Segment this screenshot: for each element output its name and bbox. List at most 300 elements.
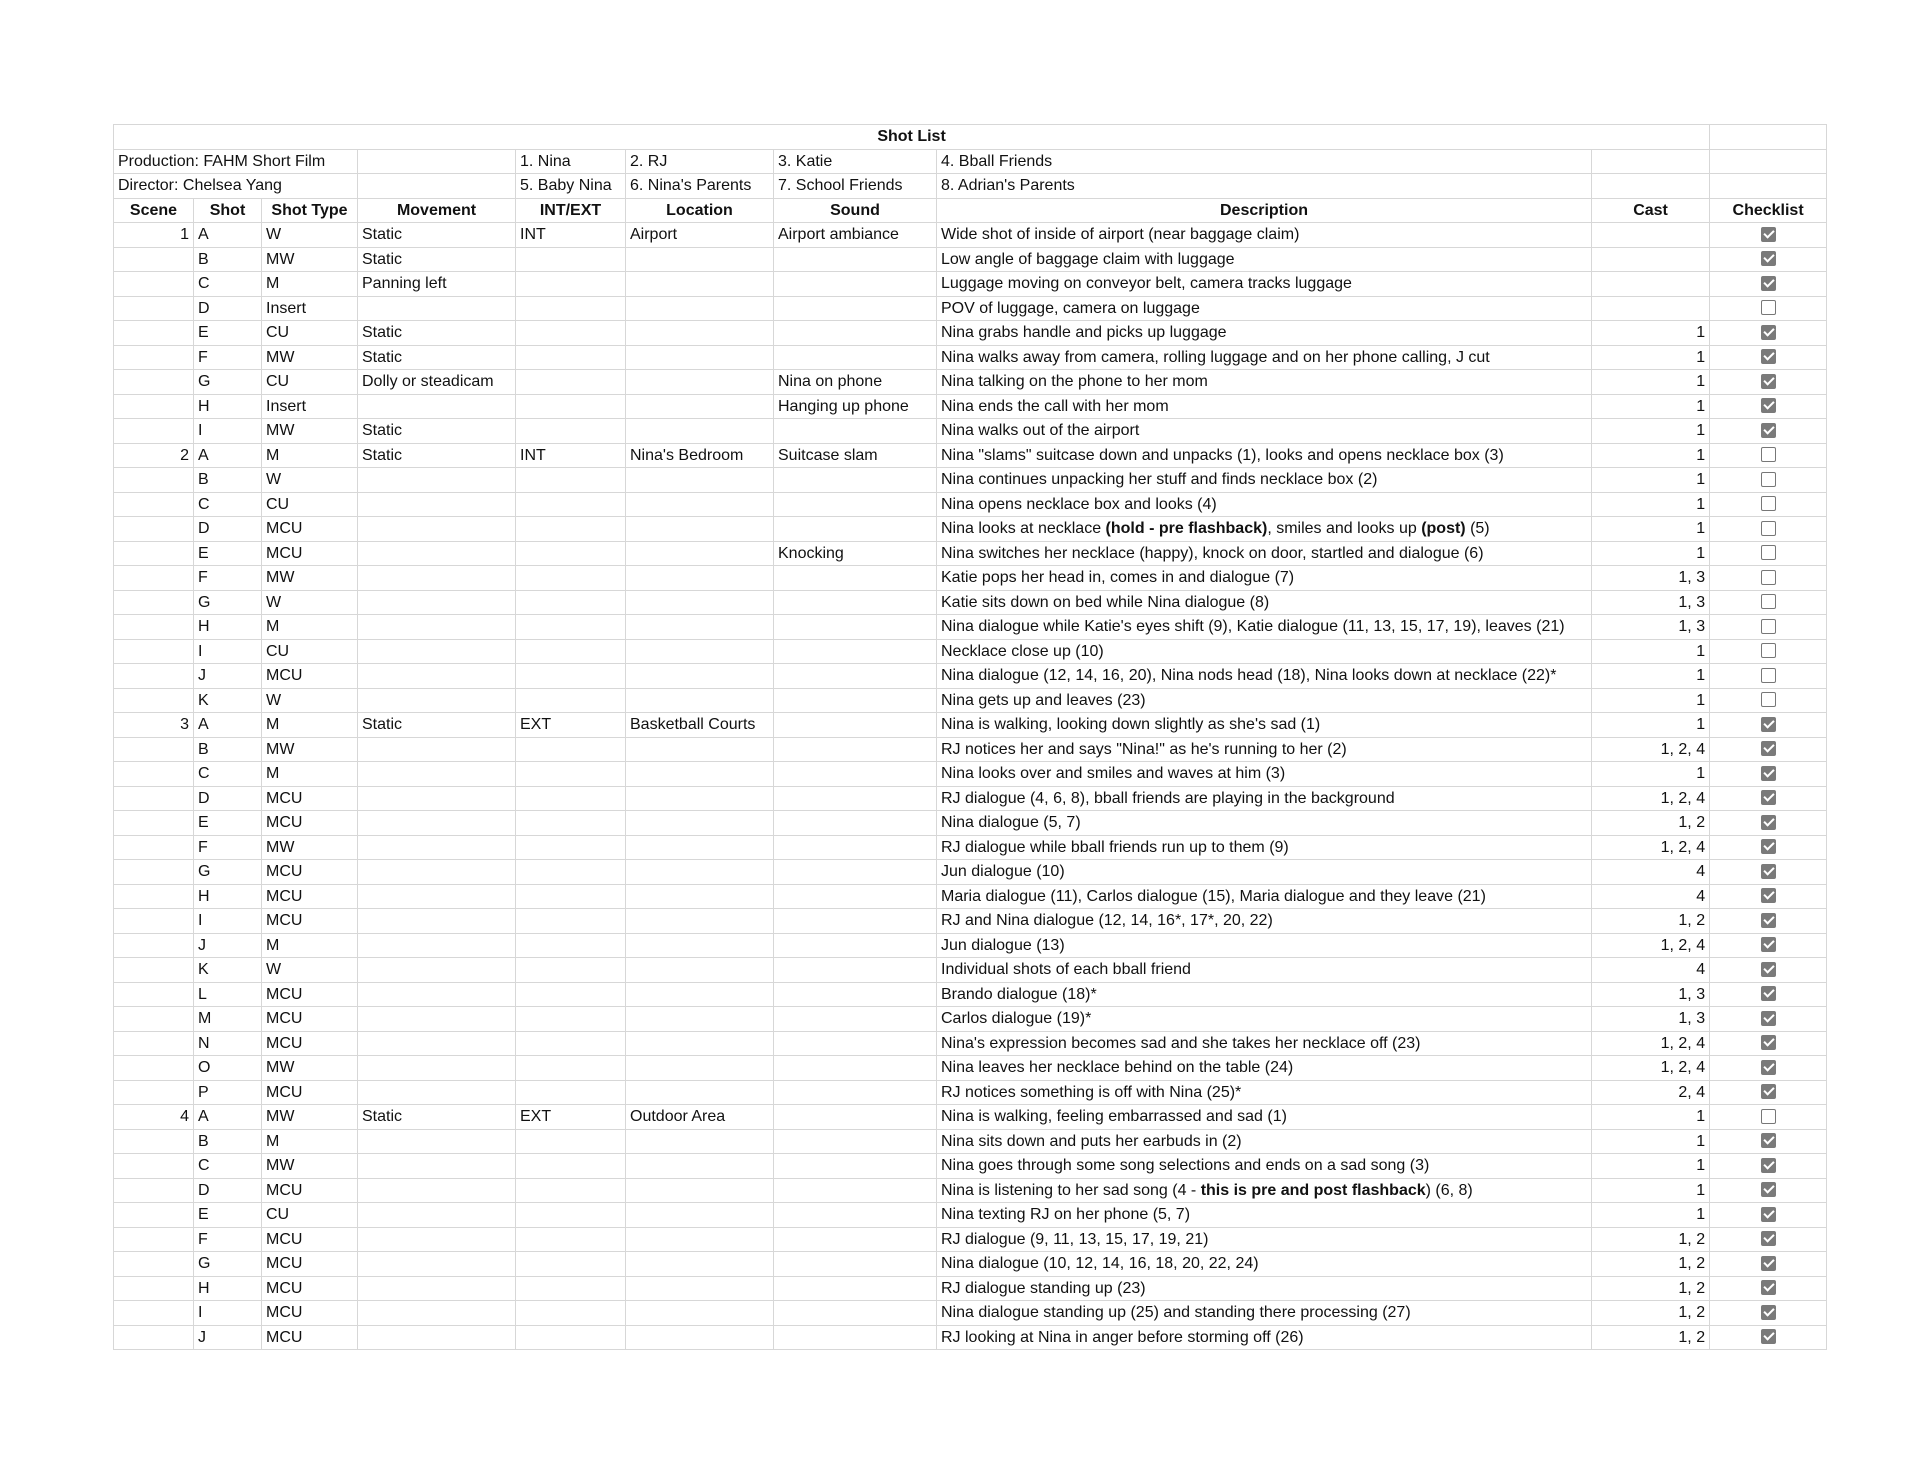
movement-cell: Static: [358, 223, 516, 248]
movement-cell: [358, 860, 516, 885]
cast-cell: 1: [1592, 468, 1710, 493]
checkbox-checked[interactable]: [1761, 937, 1776, 952]
shot-type-cell: M: [262, 762, 358, 787]
shot-row: [114, 1154, 1827, 1179]
checklist-cell: [1710, 1178, 1827, 1203]
shot-cell: K: [194, 958, 262, 983]
sound-cell: [774, 321, 937, 346]
sound-cell: [774, 1129, 937, 1154]
checklist-cell: [1710, 1154, 1827, 1179]
checkbox-unchecked[interactable]: [1761, 594, 1776, 609]
shot-cell: F: [194, 345, 262, 370]
checkbox-checked[interactable]: [1761, 1182, 1776, 1197]
checkbox-checked[interactable]: [1761, 741, 1776, 756]
description-text: Nina gets up and leaves (23): [941, 691, 1146, 709]
shot-row: [114, 786, 1827, 811]
int-ext-cell: [516, 958, 626, 983]
checkbox-checked[interactable]: [1761, 1011, 1776, 1026]
int-ext-cell: [516, 394, 626, 419]
checklist-cell: [1710, 247, 1827, 272]
description-text: RJ dialogue standing up (23): [941, 1279, 1146, 1297]
description-cell: [937, 811, 1592, 836]
cast-key-1: 1. Nina: [516, 149, 626, 174]
description-cell: [937, 468, 1592, 493]
location-cell: [626, 468, 774, 493]
shot-row: [114, 443, 1827, 468]
location-cell: [626, 1178, 774, 1203]
shot-row: [114, 1031, 1827, 1056]
int-ext-cell: [516, 909, 626, 934]
movement-cell: [358, 762, 516, 787]
shot-cell: C: [194, 762, 262, 787]
checklist-cell: [1710, 811, 1827, 836]
checklist-cell: [1710, 982, 1827, 1007]
checkbox-checked[interactable]: [1761, 1305, 1776, 1320]
location-cell: [626, 1031, 774, 1056]
int-ext-cell: [516, 982, 626, 1007]
shot-type-cell: M: [262, 615, 358, 640]
int-ext-cell: [516, 1227, 626, 1252]
int-ext-cell: [516, 419, 626, 444]
shot-row: [114, 370, 1827, 395]
movement-cell: [358, 664, 516, 689]
location-cell: [626, 272, 774, 297]
shot-type-cell: M: [262, 933, 358, 958]
sound-cell: [774, 1276, 937, 1301]
checkbox-checked[interactable]: [1761, 717, 1776, 732]
movement-cell: [358, 296, 516, 321]
cast-cell: 1: [1592, 1203, 1710, 1228]
checklist-cell: [1710, 762, 1827, 787]
location-cell: [626, 247, 774, 272]
cast-cell: 1, 2, 4: [1592, 1031, 1710, 1056]
checkbox-checked[interactable]: [1761, 1060, 1776, 1075]
description-text: Wide shot of inside of airport (near baggage claim): [941, 226, 1300, 244]
location-cell: [626, 492, 774, 517]
checklist-cell: [1710, 933, 1827, 958]
description-text: Nina dialogue (10, 12, 14, 16, 18, 20, 22, 24): [941, 1255, 1259, 1273]
cast-cell: 1, 3: [1592, 615, 1710, 640]
checkbox-unchecked[interactable]: [1761, 300, 1776, 315]
checkbox-unchecked[interactable]: [1761, 570, 1776, 585]
checkbox-checked[interactable]: [1761, 349, 1776, 364]
shot-cell: D: [194, 786, 262, 811]
movement-cell: [358, 958, 516, 983]
movement-cell: [358, 1252, 516, 1277]
shot-row: [114, 247, 1827, 272]
description-text: Nina goes through some song selections and ends on a sad song (3): [941, 1157, 1430, 1175]
location-cell: [626, 1007, 774, 1032]
description-cell: [937, 1105, 1592, 1130]
int-ext-cell: [516, 688, 626, 713]
cast-cell: 4: [1592, 860, 1710, 885]
sound-cell: [774, 615, 937, 640]
checklist-cell: [1710, 443, 1827, 468]
shot-row: [114, 860, 1827, 885]
shot-cell: B: [194, 247, 262, 272]
checkbox-unchecked[interactable]: [1761, 692, 1776, 707]
shot-cell: B: [194, 1129, 262, 1154]
int-ext-cell: [516, 517, 626, 542]
checklist-cell: [1710, 272, 1827, 297]
movement-cell: [358, 1227, 516, 1252]
movement-cell: [358, 394, 516, 419]
scene-cell: 1: [114, 223, 194, 248]
checkbox-checked[interactable]: [1761, 888, 1776, 903]
location-cell: Outdoor Area: [626, 1105, 774, 1130]
int-ext-cell: [516, 492, 626, 517]
int-ext-cell: [516, 1080, 626, 1105]
header-movement: Movement: [358, 198, 516, 223]
shot-type-cell: MW: [262, 835, 358, 860]
cast-key-2: 2. RJ: [626, 149, 774, 174]
location-cell: [626, 909, 774, 934]
shot-row: [114, 762, 1827, 787]
sound-cell: [774, 688, 937, 713]
int-ext-cell: [516, 590, 626, 615]
movement-cell: [358, 1080, 516, 1105]
shot-row: [114, 615, 1827, 640]
checkbox-checked[interactable]: [1761, 913, 1776, 928]
shot-row: [114, 933, 1827, 958]
shot-cell: G: [194, 860, 262, 885]
movement-cell: [358, 811, 516, 836]
empty-cell: [1592, 149, 1710, 174]
location-cell: [626, 786, 774, 811]
sound-cell: [774, 345, 937, 370]
movement-cell: [358, 1301, 516, 1326]
sound-cell: Suitcase slam: [774, 443, 937, 468]
checklist-cell: [1710, 737, 1827, 762]
cast-cell: 1, 3: [1592, 982, 1710, 1007]
shot-type-cell: M: [262, 713, 358, 738]
description-text: Luggage moving on conveyor belt, camera tracks luggage: [941, 275, 1352, 293]
sound-cell: [774, 811, 937, 836]
checkbox-checked[interactable]: [1761, 790, 1776, 805]
shot-row: [114, 1301, 1827, 1326]
cast-cell: 1: [1592, 639, 1710, 664]
header-description: Description: [937, 198, 1592, 223]
scene-cell: [114, 1227, 194, 1252]
empty-cell: [358, 149, 516, 174]
description-text: Individual shots of each bball friend: [941, 961, 1191, 979]
int-ext-cell: [516, 884, 626, 909]
checkbox-checked[interactable]: [1761, 398, 1776, 413]
shot-cell: F: [194, 566, 262, 591]
movement-cell: [358, 909, 516, 934]
checkbox-unchecked[interactable]: [1761, 447, 1776, 462]
int-ext-cell: [516, 933, 626, 958]
scene-cell: [114, 860, 194, 885]
shot-cell: F: [194, 835, 262, 860]
description-cell: [937, 1276, 1592, 1301]
shot-type-cell: CU: [262, 492, 358, 517]
movement-cell: [358, 1178, 516, 1203]
description-text: RJ and Nina dialogue (12, 14, 16*, 17*, 20, 22): [941, 912, 1273, 930]
cast-cell: 1: [1592, 345, 1710, 370]
description-bold-text: this is pre and post flashback: [1200, 1181, 1426, 1199]
checkbox-checked[interactable]: [1761, 1207, 1776, 1222]
description-text: RJ dialogue (4, 6, 8), bball friends are playing in the background: [941, 789, 1395, 807]
production-label: Production: FAHM Short Film: [114, 149, 358, 174]
shot-cell: H: [194, 1276, 262, 1301]
shot-cell: A: [194, 443, 262, 468]
cast-cell: 1, 3: [1592, 1007, 1710, 1032]
header-shot-type: Shot Type: [262, 198, 358, 223]
scene-cell: [114, 639, 194, 664]
sound-cell: [774, 1031, 937, 1056]
cast-cell: 1: [1592, 370, 1710, 395]
description-text: Jun dialogue (13): [941, 936, 1065, 954]
shot-type-cell: W: [262, 688, 358, 713]
checkbox-checked[interactable]: [1761, 227, 1776, 242]
shot-type-cell: MW: [262, 247, 358, 272]
checklist-cell: [1710, 1301, 1827, 1326]
shot-type-cell: MW: [262, 345, 358, 370]
shot-row: [114, 1252, 1827, 1277]
sound-cell: [774, 786, 937, 811]
scene-cell: [114, 615, 194, 640]
checkbox-checked[interactable]: [1761, 766, 1776, 781]
scene-cell: [114, 394, 194, 419]
checkbox-checked[interactable]: [1761, 1280, 1776, 1295]
header-checklist: Checklist: [1710, 198, 1827, 223]
checkbox-checked[interactable]: [1761, 1084, 1776, 1099]
location-cell: [626, 1227, 774, 1252]
cast-cell: 1: [1592, 762, 1710, 787]
int-ext-cell: INT: [516, 443, 626, 468]
cast-cell: 1, 2: [1592, 811, 1710, 836]
cast-cell: 1, 2, 4: [1592, 835, 1710, 860]
location-cell: [626, 884, 774, 909]
checkbox-unchecked[interactable]: [1761, 545, 1776, 560]
checklist-cell: [1710, 517, 1827, 542]
checkbox-unchecked[interactable]: [1761, 619, 1776, 634]
location-cell: [626, 1154, 774, 1179]
sound-cell: [774, 1252, 937, 1277]
checkbox-checked[interactable]: [1761, 251, 1776, 266]
cast-cell: 1: [1592, 517, 1710, 542]
shot-type-cell: MCU: [262, 1276, 358, 1301]
checklist-cell: [1710, 860, 1827, 885]
checklist-cell: [1710, 541, 1827, 566]
movement-cell: [358, 1031, 516, 1056]
cast-cell: 1: [1592, 394, 1710, 419]
description-text: Nina walks away from camera, rolling luggage and on her phone calling, J cut: [941, 348, 1490, 366]
int-ext-cell: [516, 296, 626, 321]
checkbox-checked[interactable]: [1761, 1256, 1776, 1271]
shot-row: [114, 688, 1827, 713]
movement-cell: [358, 884, 516, 909]
checkbox-unchecked[interactable]: [1761, 1109, 1776, 1124]
checklist-cell: [1710, 713, 1827, 738]
cast-cell: 1: [1592, 688, 1710, 713]
shot-cell: P: [194, 1080, 262, 1105]
checkbox-unchecked[interactable]: [1761, 472, 1776, 487]
description-cell: [937, 688, 1592, 713]
checklist-cell: [1710, 615, 1827, 640]
movement-cell: [358, 492, 516, 517]
movement-cell: [358, 615, 516, 640]
shot-cell: A: [194, 223, 262, 248]
checkbox-unchecked[interactable]: [1761, 643, 1776, 658]
checkbox-checked[interactable]: [1761, 986, 1776, 1001]
description-text: Nina dialogue (12, 14, 16, 20), Nina nods head (18), Nina looks down at necklace (22)*: [941, 667, 1557, 685]
location-cell: Nina's Bedroom: [626, 443, 774, 468]
location-cell: [626, 958, 774, 983]
shot-cell: J: [194, 1325, 262, 1350]
checkbox-checked[interactable]: [1761, 839, 1776, 854]
scene-cell: 3: [114, 713, 194, 738]
checkbox-checked[interactable]: [1761, 325, 1776, 340]
int-ext-cell: [516, 860, 626, 885]
scene-cell: [114, 1301, 194, 1326]
int-ext-cell: [516, 615, 626, 640]
checklist-cell: [1710, 1325, 1827, 1350]
scene-cell: [114, 786, 194, 811]
location-cell: [626, 860, 774, 885]
cast-cell: 1, 2: [1592, 1252, 1710, 1277]
cast-cell: 1, 2, 4: [1592, 786, 1710, 811]
shot-row: [114, 345, 1827, 370]
description-cell: [937, 1129, 1592, 1154]
shot-type-cell: MCU: [262, 1325, 358, 1350]
description-bold-text: (post): [1421, 520, 1466, 538]
shot-row: [114, 321, 1827, 346]
movement-cell: [358, 1203, 516, 1228]
int-ext-cell: [516, 1276, 626, 1301]
shot-type-cell: W: [262, 223, 358, 248]
location-cell: [626, 1301, 774, 1326]
int-ext-cell: [516, 664, 626, 689]
checklist-cell: [1710, 1007, 1827, 1032]
checkbox-unchecked[interactable]: [1761, 496, 1776, 511]
shot-row: [114, 1276, 1827, 1301]
int-ext-cell: [516, 1301, 626, 1326]
checklist-cell: [1710, 786, 1827, 811]
int-ext-cell: [516, 345, 626, 370]
scene-cell: [114, 1056, 194, 1081]
checkbox-unchecked[interactable]: [1761, 521, 1776, 536]
cast-cell: 1: [1592, 1178, 1710, 1203]
checkbox-checked[interactable]: [1761, 815, 1776, 830]
shot-cell: E: [194, 321, 262, 346]
description-text: Nina looks over and smiles and waves at him (3): [941, 765, 1286, 783]
checklist-cell: [1710, 1080, 1827, 1105]
description-text: Nina looks at necklace: [941, 520, 1106, 538]
shot-row: [114, 394, 1827, 419]
cast-key-7: 7. School Friends: [774, 174, 937, 199]
scene-cell: [114, 321, 194, 346]
sound-cell: [774, 1325, 937, 1350]
checkbox-checked[interactable]: [1761, 1133, 1776, 1148]
shot-type-cell: MCU: [262, 1227, 358, 1252]
int-ext-cell: [516, 321, 626, 346]
description-cell: [937, 909, 1592, 934]
description-cell: [937, 517, 1592, 542]
shot-row: [114, 639, 1827, 664]
shot-cell: I: [194, 1301, 262, 1326]
shot-cell: I: [194, 909, 262, 934]
cast-cell: 1: [1592, 1154, 1710, 1179]
checkbox-checked[interactable]: [1761, 962, 1776, 977]
description-cell: [937, 1080, 1592, 1105]
location-cell: [626, 345, 774, 370]
location-cell: [626, 321, 774, 346]
empty-cell: [1710, 149, 1827, 174]
location-cell: [626, 811, 774, 836]
shot-row: [114, 713, 1827, 738]
int-ext-cell: [516, 1007, 626, 1032]
cast-cell: [1592, 296, 1710, 321]
shot-cell: M: [194, 1007, 262, 1032]
checkbox-checked[interactable]: [1761, 864, 1776, 879]
cast-cell: [1592, 223, 1710, 248]
checkbox-checked[interactable]: [1761, 1158, 1776, 1173]
description-cell: [937, 492, 1592, 517]
checkbox-checked[interactable]: [1761, 423, 1776, 438]
location-cell: [626, 370, 774, 395]
location-cell: [626, 517, 774, 542]
location-cell: [626, 1056, 774, 1081]
description-cell: [937, 394, 1592, 419]
scene-cell: [114, 1129, 194, 1154]
int-ext-cell: [516, 566, 626, 591]
shot-cell: I: [194, 419, 262, 444]
movement-cell: Static: [358, 321, 516, 346]
sound-cell: [774, 639, 937, 664]
title-empty-cell: [1710, 125, 1827, 150]
cast-cell: [1592, 247, 1710, 272]
shot-cell: N: [194, 1031, 262, 1056]
cast-cell: 1: [1592, 321, 1710, 346]
int-ext-cell: [516, 762, 626, 787]
cast-key-4: 4. Bball Friends: [937, 149, 1592, 174]
scene-cell: [114, 958, 194, 983]
movement-cell: [358, 835, 516, 860]
checkbox-checked[interactable]: [1761, 1035, 1776, 1050]
int-ext-cell: [516, 811, 626, 836]
cast-cell: 1: [1592, 492, 1710, 517]
shot-row: [114, 811, 1827, 836]
description-text: RJ dialogue (9, 11, 13, 15, 17, 19, 21): [941, 1230, 1209, 1248]
checklist-cell: [1710, 468, 1827, 493]
description-text: Nina's expression becomes sad and she takes her necklace off (23): [941, 1034, 1421, 1052]
checkbox-checked[interactable]: [1761, 276, 1776, 291]
int-ext-cell: [516, 1252, 626, 1277]
shot-type-cell: W: [262, 958, 358, 983]
sound-cell: [774, 590, 937, 615]
checkbox-checked[interactable]: [1761, 1231, 1776, 1246]
checkbox-checked[interactable]: [1761, 1329, 1776, 1344]
checklist-cell: [1710, 909, 1827, 934]
description-text: Nina switches her necklace (happy), knock on door, startled and dialogue (6): [941, 544, 1484, 562]
checklist-cell: [1710, 394, 1827, 419]
shot-type-cell: MW: [262, 1154, 358, 1179]
checklist-cell: [1710, 1056, 1827, 1081]
checklist-cell: [1710, 370, 1827, 395]
cast-cell: 1: [1592, 541, 1710, 566]
checklist-cell: [1710, 1227, 1827, 1252]
checkbox-checked[interactable]: [1761, 374, 1776, 389]
location-cell: [626, 419, 774, 444]
movement-cell: [358, 688, 516, 713]
checkbox-unchecked[interactable]: [1761, 668, 1776, 683]
shot-type-cell: CU: [262, 321, 358, 346]
description-cell: [937, 1031, 1592, 1056]
empty-cell: [358, 174, 516, 199]
sound-cell: [774, 1080, 937, 1105]
